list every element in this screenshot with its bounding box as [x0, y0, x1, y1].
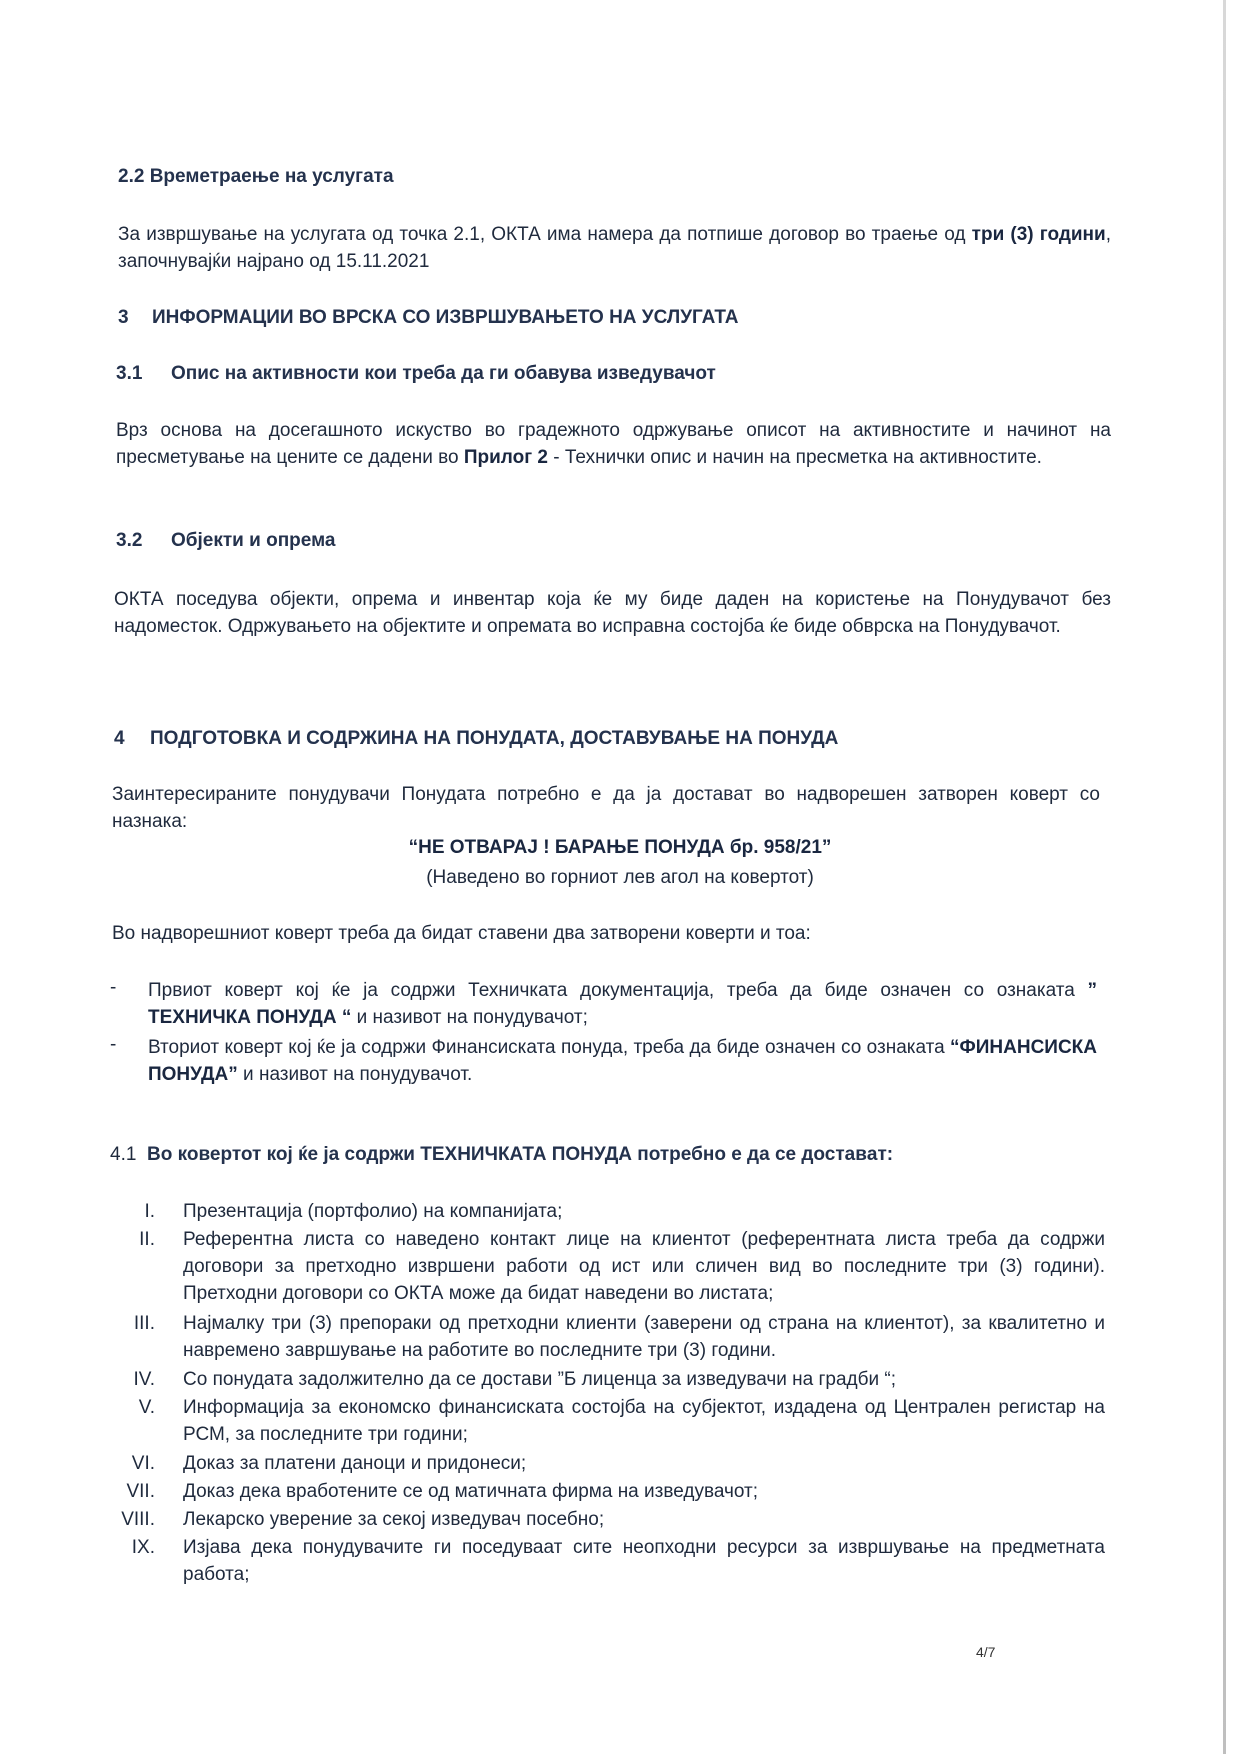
dash-item-2	[148, 1034, 1097, 1088]
section-4-paragraph-1: Заинтересираните понудувачи Понудата потребно е да ја доставaт во надворешен затворен коверт со назнака:	[112, 784, 1100, 832]
section-3-1-number: 3.1	[116, 363, 143, 384]
list-item-number: IV.	[133, 1369, 155, 1390]
section-3-number: 3	[118, 307, 129, 328]
list-item: Доказ за платени даноци и придонеси;	[183, 1453, 527, 1474]
bold-run: ” ТЕХНИЧКА ПОНУДА “	[148, 980, 1097, 1028]
text-run: Врз основа на досегашното искуство во градежното одржување описот на активностите и начинот на пресметување на цените се дадени во	[116, 420, 1111, 468]
text-run: - Технички опис и начин на пресметка на активностите.	[548, 447, 1042, 468]
envelope-label: “НЕ ОТВАРАЈ ! БАРАЊЕ ПОНУДА бр. 958/21”	[408, 837, 832, 858]
list-item-number: V.	[138, 1397, 155, 1418]
section-4-heading: ПОДГОТОВКА И СОДРЖИНА НА ПОНУДАТА, ДОСТАВУВАЊЕ НА ПОНУДА	[150, 728, 839, 749]
list-item-number: VI.	[131, 1453, 155, 1474]
dash-bullet: -	[110, 977, 117, 998]
list-item: Презентација (портфолио) на компанијата;	[183, 1201, 563, 1222]
section-2-2-paragraph	[118, 221, 1111, 275]
section-3-heading: ИНФОРМАЦИИ ВО ВРСКА СО ИЗВРШУВАЊЕТО НА УСЛУГАТА	[152, 307, 739, 328]
list-item: Информација за економско финансиската состојба на субјектот, издадена од Централен регистар на РСМ, за последните три години;	[183, 1397, 1105, 1445]
section-4-1-number: 4.1	[110, 1144, 137, 1165]
text-run: и називот на понудувачот;	[351, 1007, 588, 1028]
section-4-number: 4	[114, 728, 125, 749]
dash-bullet: -	[110, 1034, 117, 1055]
list-item-number: IX.	[131, 1537, 155, 1558]
list-item: Референтна листа со наведено контакт лице на клиентот (референтната листа треба да содржи договори за претходно извршени работи од ист или сличен вид во последните три (3) години). Претходни договори со ОКТА може да бидат наведени во листата;	[183, 1229, 1105, 1304]
section-3-1-heading: Опис на активности кои треба да ги обавува изведувачот	[171, 363, 716, 384]
text-run: Вториот коверт кој ќе ја содржи Финансиската понуда, треба да биде означен со ознаката	[148, 1037, 951, 1058]
list-item-number: II.	[139, 1229, 155, 1250]
list-item-number: III.	[133, 1313, 155, 1334]
section-3-2-number: 3.2	[116, 530, 143, 551]
bold-run: “ФИНАНСИСКА ПОНУДА”	[148, 1037, 1097, 1085]
text-run: и називот на понудувачот.	[237, 1064, 473, 1085]
section-4-paragraph-2: Во надворешниот коверт треба да бидат ставени два затворени коверти и тоа:	[112, 923, 811, 944]
section-3-2-heading: Објекти и опрема	[171, 530, 336, 551]
text-run: За извршување на услугата од точка 2.1, ОКТА има намера да потпише договор во траење од	[118, 224, 972, 245]
section-3-2-paragraph: ОКТА поседува објекти, опрема и инвентар која ќе му биде даден на користење на Понудувачот без надоместок. Одржувањето на објектите и опремата во исправна состојба ќе биде обврска на Понудувачот.	[114, 589, 1111, 637]
text-run: иот коверт кој ќе ја содржи Техничката документација, треба да биде означен со ознаката	[182, 980, 1088, 1001]
text-run: , започнувајќи најрано од 15.11.2021	[118, 224, 1111, 272]
list-item-number: VII.	[126, 1481, 155, 1502]
list-item-number: I.	[144, 1201, 155, 1222]
dash-item-1	[148, 977, 1097, 1031]
list-item: Лекарско уверение за секој изведувач посебно;	[183, 1509, 605, 1530]
list-item: Со понудата задолжително да се достави ”Б лиценца за изведувачи на градби “;	[183, 1369, 897, 1390]
bold-run: Прилог 2	[463, 447, 548, 468]
list-item: Најмалку три (3) препораки од претходни клиенти (заверени од страна на клиентот), за квалитетно и навремено завршување на работите во последните три (3) години.	[183, 1313, 1105, 1361]
list-item-number: VIII.	[121, 1509, 155, 1530]
bold-run: три (3) години	[971, 224, 1106, 245]
envelope-label-note: (Наведено во горниот лев агол на ковертот)	[426, 867, 814, 888]
section-4-1-heading: Во ковертот кој ќе ја содржи ТЕХНИЧКАТА ПОНУДА потребно е да се доставaт:	[147, 1144, 894, 1165]
list-item: Доказ дека вработените се од матичната фирма на изведувачот;	[183, 1481, 759, 1502]
section-3-1-paragraph	[116, 417, 1111, 471]
section-2-2-heading: 2.2 Времетраење на услугата	[118, 166, 394, 187]
text-run: Прв	[148, 980, 183, 1001]
list-item: Изјава дека понудувачите ги поседуваат сите неопходни ресурси за извршување на предметната работа;	[183, 1537, 1105, 1585]
page-number: 4/7	[976, 1644, 996, 1660]
